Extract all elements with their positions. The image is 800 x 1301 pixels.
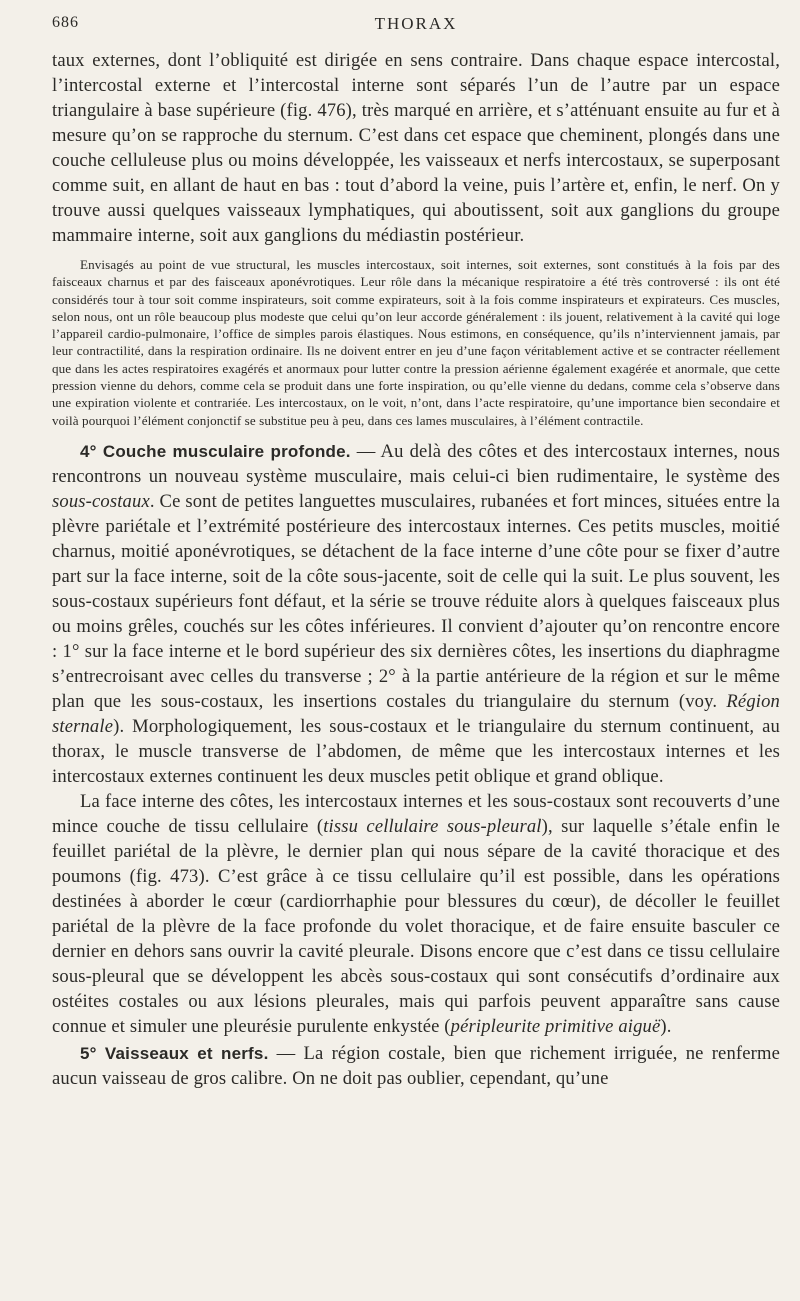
paragraph-vessels-nerves: 5° Vaisseaux et nerfs. — La région costale, bien que richement irriguée, ne renferme aucun vaisseau de gros calibre. On ne doit pas oublier, cependant, qu’une [52, 1042, 780, 1089]
section-heading-4: 4° Couche musculaire profonde. [80, 441, 351, 461]
page-header [52, 14, 780, 48]
paragraph-subpleural-tissue: La face interne des côtes, les intercostaux internes et les sous-costaux sont recouverts d’une mince couche de tissu cellulaire (tissu cellulaire sous-pleural), sur laquelle s’étale enfin le feuillet pariétal de la plèvre, le dernier plan qui nous sépare de la cavité thoracique et des poumons (fig. 473). C’est grâce à ce tissu cellulaire qu’il est possible, dans les opérations destinées à aborder le cœur (cardiorrhaphie pour blessures du cœur), de décoller le feuillet pariétal de la plèvre de la face profonde du volet thoracique, et de faire ensuite basculer ce dernier en dehors sans ouvrir la cavité pleurale. Disons encore que c’est dans ce tissu cellulaire sous-pleural que se développent les abcès sous-costaux qui sont consécutifs d’ordinaire aux ostéites costales ou aux lésions pleurales, mais qui parfois peuvent apparaître sans cause connue et simuler une pleurésie purulente enkystée (péripleurite primitive aiguë). [52, 790, 780, 1037]
term-tissu-cellulaire: tissu cellulaire sous-pleural [323, 815, 542, 837]
page-number: 686 [52, 14, 79, 31]
term-sous-costaux: sous-costaux [52, 490, 150, 512]
paragraph-deep-muscle-layer: 4° Couche musculaire profonde. — Au delà des côtes et des intercostaux internes, nous rencontrons un nouveau système musculaire, mais celui-ci bien rudimentaire, le système des sous-costaux. Ce sont de petites languettes musculaires, rubanées et fort minces, situées entre la plèvre pariétale et l’extrémité postérieure des intercostaux internes. Ces petits muscles, moitié charnus, moitié aponévrotiques, se détachent de la face interne d’une côte pour se fixer d’autre part sur la face interne, soit de la côte sous-jacente, soit de celle qui la suit. Le plus souvent, les sous-costaux supérieurs font défaut, et la série se trouve réduite alors à quelques faisceaux plus ou moins grêles, couchés sur les côtes inférieures. Il convient d’ajouter qu’on rencontre encore : 1° sur la face interne et le bord supérieur des six dernières côtes, les insertions du diaphragme s’entrecroisant avec celles du transverse ; 2° à la partie antérieure de la région et sur le même plan que les sous-costaux, les insertions costales du triangulaire du sternum (voy. Région sternale). Morphologiquement, les sous-costaux et le triangulaire du sternum continuent, au thorax, le muscle transverse de l’abdomen, de même que les intercostaux internes et les intercostaux externes continuent les deux muscles petit oblique et grand oblique. [52, 440, 780, 787]
term-peripleurite: péripleurite primitive aiguë [450, 1015, 661, 1037]
running-title: THORAX [374, 14, 458, 33]
ref-region-sternale: Région sternale [52, 690, 780, 737]
paragraph-intercostal-space: taux externes, dont l’obliquité est dirigée en sens contraire. Dans chaque espace intercostal, l’intercostal externe et l’intercostal interne sont séparés l’un de l’autre par un espace triangulaire à base supérieure (fig. 476), très marqué en arrière, et s’atténuant ensuite au fur et à mesure qu’on se rapproche du sternum. C’est dans cet espace que cheminent, plongés dans une couche celluleuse plus ou moins développée, les vaisseaux et nerfs intercostaux, se superposant comme suit, en allant de haut en bas : tout d’abord la veine, puis l’artère et, enfin, le nerf. On y trouve aussi quelques vaisseaux lymphatiques, qui aboutissent, soit aux ganglions du groupe mammaire interne, soit aux ganglions du médiastin postérieur. [52, 50, 780, 246]
section-heading-5: 5° Vaisseaux et nerfs. [80, 1043, 269, 1063]
note-intercostal-role: Envisagés au point de vue structural, les muscles intercostaux, soit internes, soit externes, sont constitués à la fois par des faisceaux charnus et par des faisceaux aponévrotiques. Leur rôle dans la mécanique respiratoire a été très controversé : ils ont été considérés tour à tour soit comme inspirateurs, soit comme expirateurs, soit à la fois comme inspirateurs et expirateurs. Ces muscles, selon nous, ont un rôle beaucoup plus modeste que celui qu’on leur accorde généralement : ils jouent, relativement à la cavité qui loge l’appareil cardio-pulmonaire, l’office de simples parois élastiques. Nous estimons, en conséquence, qu’ils n’interviennent jamais, par leur contractilité, dans la respiration ordinaire. Ils ne doivent entrer en jeu d’une façon véritablement active et se contracter réellement que dans les actes respiratoires exagérés et anormaux pour lutter contre la pression aérienne également exagérée et anormale, que cette pression vienne du dehors, comme cela se produit dans une forte inspiration, ou qu’elle vienne du dedans, comme cela s’observe dans une expiration violente et contrariée. Les intercostaux, on le voit, n’ont, dans l’acte respiratoire, qu’une importance bien secondaire et voilà pourquoi l’élément conjonctif se substitue peu à peu, dans ces lames musculaires, à l’élément contractile. [52, 257, 780, 428]
